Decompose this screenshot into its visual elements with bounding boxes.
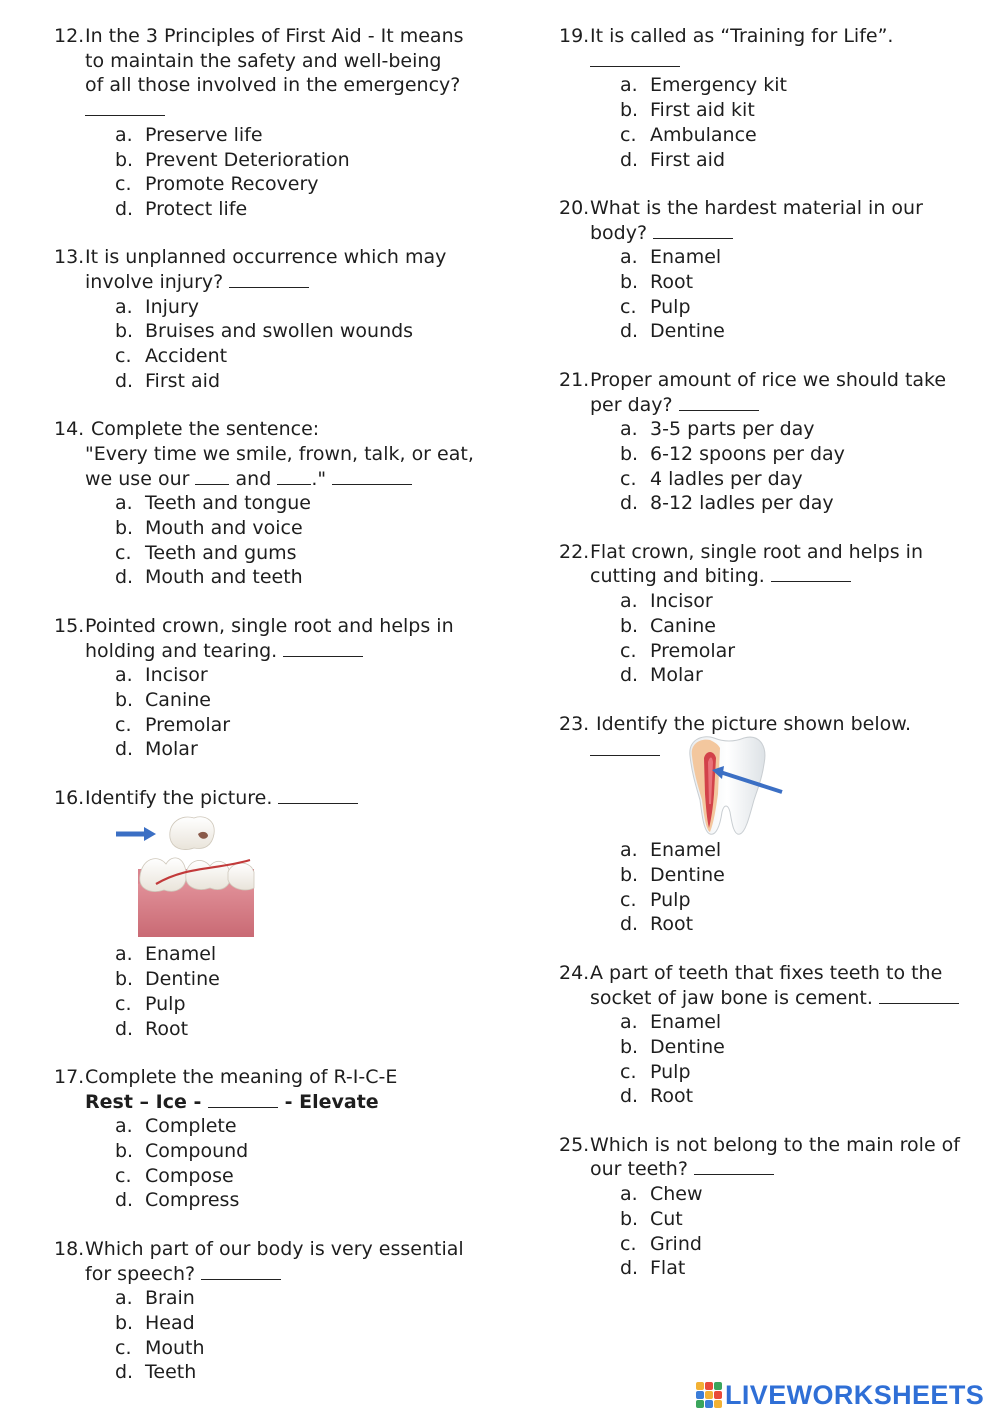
options-list (559, 838, 984, 937)
option-letter: b. (620, 99, 639, 122)
option-text: First aid (650, 148, 726, 171)
option-b[interactable] (620, 442, 984, 467)
option-letter: b. (620, 1207, 639, 1230)
option-text: Enamel (650, 246, 722, 269)
option-text: Enamel (145, 943, 217, 966)
option-text: Emergency kit (650, 74, 787, 97)
answer-blank[interactable] (332, 467, 412, 485)
question-17 (54, 1065, 494, 1213)
option-text: 3-5 parts per day (650, 418, 815, 441)
option-letter: a. (115, 1287, 133, 1310)
option-letter: c. (115, 541, 132, 564)
option-d[interactable] (115, 737, 494, 762)
option-d[interactable] (115, 1188, 494, 1213)
option-b[interactable] (620, 863, 984, 888)
option-text: Canine (650, 614, 716, 637)
option-text: Canine (145, 688, 211, 711)
question-number: 12. (54, 25, 85, 47)
option-letter: a. (620, 1011, 638, 1034)
option-letter: a. (115, 1115, 133, 1138)
option-text: Pulp (650, 888, 691, 911)
options-list (559, 73, 984, 172)
option-text: Premolar (145, 713, 231, 736)
question-text: "Every time we smile, frown, talk, or eat, (85, 442, 474, 465)
answer-blank[interactable] (879, 986, 959, 1004)
question-15 (54, 614, 494, 762)
option-c[interactable] (620, 123, 984, 148)
question-number: 13. (54, 246, 85, 269)
question-number: 24. (559, 961, 590, 984)
question-text: involve injury? (85, 271, 224, 294)
options-list (54, 123, 494, 222)
option-a[interactable] (620, 1182, 984, 1207)
option-letter: b. (620, 442, 639, 465)
option-letter: d. (620, 1257, 639, 1280)
option-letter: c. (115, 345, 132, 368)
option-text: Root (650, 913, 694, 936)
option-letter: a. (620, 418, 638, 441)
option-letter: a. (620, 246, 638, 269)
option-text: Root (145, 1017, 189, 1040)
option-b[interactable] (620, 1035, 984, 1060)
option-text: 4 ladles per day (650, 467, 803, 490)
question-number: 14. (54, 418, 85, 441)
option-a[interactable] (115, 491, 494, 516)
question-number: 18. (54, 1237, 85, 1260)
option-d[interactable] (620, 912, 984, 937)
option-c[interactable] (115, 344, 494, 369)
question-13 (54, 245, 494, 393)
question-text: A part of teeth that fixes teeth to the (590, 961, 943, 984)
option-text: Premolar (650, 639, 736, 662)
options-list (54, 1114, 494, 1213)
option-a[interactable] (115, 663, 494, 688)
question-text: and (235, 467, 272, 490)
option-text: Root (650, 271, 694, 294)
options-list (559, 1010, 984, 1109)
options-list (559, 417, 984, 516)
option-letter: d. (115, 566, 134, 589)
answer-blank[interactable] (229, 270, 309, 288)
options-list (54, 295, 494, 394)
option-text: Mouth and voice (145, 517, 303, 540)
options-list (559, 1182, 984, 1281)
question-text: Identify the picture shown below. (596, 712, 912, 735)
option-d[interactable] (620, 1256, 984, 1281)
option-text: Root (650, 1085, 694, 1108)
answer-blank[interactable] (771, 564, 851, 582)
option-a[interactable] (115, 942, 494, 967)
question-text: ." (311, 467, 327, 490)
question-text: Which is not belong to the main role of (590, 1133, 960, 1156)
question-number: 21. (559, 368, 590, 391)
option-b[interactable] (115, 967, 494, 992)
option-text: Dentine (650, 1035, 725, 1058)
option-letter: c. (620, 1060, 637, 1083)
option-letter: d. (620, 664, 639, 687)
option-letter: a. (115, 123, 133, 146)
option-a[interactable] (115, 1286, 494, 1311)
option-c[interactable] (620, 295, 984, 320)
option-letter: b. (620, 1035, 639, 1058)
option-text: Brain (145, 1287, 195, 1310)
option-text: Compress (145, 1189, 240, 1212)
option-b[interactable] (620, 98, 984, 123)
option-a[interactable] (620, 838, 984, 863)
question-19 (559, 24, 984, 172)
option-a[interactable] (115, 123, 494, 148)
option-d[interactable] (620, 1084, 984, 1109)
options-list (54, 1286, 494, 1385)
option-b[interactable] (115, 319, 494, 344)
option-text: Promote Recovery (145, 173, 319, 196)
option-text: Pulp (650, 1060, 691, 1083)
option-text: Enamel (650, 1011, 722, 1034)
option-letter: d. (115, 1017, 134, 1040)
question-18 (54, 1237, 494, 1385)
option-letter: a. (115, 295, 133, 318)
liveworksheets-logo[interactable] (696, 1380, 984, 1410)
option-b[interactable] (620, 1207, 984, 1232)
answer-blank[interactable] (195, 467, 229, 485)
option-text: Bruises and swollen wounds (145, 320, 414, 343)
option-text: Mouth (145, 1336, 205, 1359)
option-letter: b. (620, 271, 639, 294)
option-text: First aid (145, 369, 221, 392)
question-text: Complete the meaning of R-I-C-E (85, 1065, 398, 1088)
question-21 (559, 368, 984, 516)
question-number: 15. (54, 614, 85, 637)
option-text: Protect life (145, 197, 248, 220)
question-20 (559, 196, 984, 344)
option-c[interactable] (620, 467, 984, 492)
option-text: Complete (145, 1115, 237, 1138)
question-text: It is called as “Training for Life”. (590, 25, 894, 47)
question-text: cutting and biting. (590, 565, 765, 588)
question-text: It is unplanned occurrence which may (85, 246, 447, 269)
option-letter: c. (620, 888, 637, 911)
question-text: body? (590, 221, 648, 244)
option-text: Compose (145, 1164, 234, 1187)
question-text: Flat crown, single root and helps in (590, 540, 924, 563)
question-24 (559, 961, 984, 1109)
question-12 (54, 24, 494, 222)
option-text: Incisor (650, 590, 713, 613)
option-text: Teeth and gums (145, 541, 297, 564)
option-letter: b. (115, 517, 134, 540)
option-b[interactable] (620, 614, 984, 639)
options-list (54, 663, 494, 762)
option-letter: b. (115, 320, 134, 343)
option-text: Pulp (145, 992, 186, 1015)
option-text: 8-12 ladles per day (650, 492, 834, 515)
option-c[interactable] (115, 1336, 494, 1361)
option-a[interactable] (620, 73, 984, 98)
option-letter: a. (620, 1183, 638, 1206)
question-16 (54, 786, 494, 1042)
question-14 (54, 417, 494, 590)
option-text: Incisor (145, 664, 208, 687)
option-letter: d. (620, 148, 639, 171)
question-text: to maintain the safety and well-being (85, 49, 442, 72)
question-23 (559, 712, 984, 938)
option-text: Accident (145, 345, 228, 368)
question-number: 23. (559, 712, 590, 735)
question-text: socket of jaw bone is cement. (590, 986, 873, 1009)
option-letter: a. (620, 74, 638, 97)
option-d[interactable] (620, 491, 984, 516)
option-text: Grind (650, 1232, 702, 1255)
option-text: Mouth and teeth (145, 566, 303, 589)
option-d[interactable] (115, 369, 494, 394)
option-text: Head (145, 1311, 195, 1334)
option-text: Molar (145, 738, 198, 761)
question-number: 19. (559, 25, 590, 47)
option-c[interactable] (620, 639, 984, 664)
option-text: Pulp (650, 295, 691, 318)
options-list (54, 942, 494, 1041)
answer-blank[interactable] (208, 1090, 278, 1108)
question-text: holding and tearing. (85, 639, 278, 662)
option-letter: b. (620, 864, 639, 887)
option-letter: c. (620, 467, 637, 490)
option-letter: a. (115, 943, 133, 966)
option-letter: b. (115, 148, 134, 171)
option-letter: a. (620, 839, 638, 862)
option-letter: b. (115, 1311, 134, 1334)
option-letter: d. (115, 1189, 134, 1212)
option-text: Ambulance (650, 123, 757, 146)
option-letter: d. (115, 369, 134, 392)
tooth-cross-section-figure (684, 734, 794, 838)
option-text: Molar (650, 664, 703, 687)
option-b[interactable] (115, 1139, 494, 1164)
question-25 (559, 1133, 984, 1281)
option-letter: c. (620, 123, 637, 146)
option-b[interactable] (115, 1311, 494, 1336)
answer-blank[interactable] (590, 49, 680, 67)
teeth-illustration (116, 814, 256, 940)
question-text: our teeth? (590, 1158, 688, 1181)
option-text: Chew (650, 1183, 703, 1206)
question-text: we use our (85, 467, 190, 490)
option-a[interactable] (115, 295, 494, 320)
option-letter: c. (115, 1336, 132, 1359)
options-list (559, 245, 984, 344)
option-letter: b. (620, 614, 639, 637)
option-letter: c. (115, 713, 132, 736)
answer-blank[interactable] (277, 467, 311, 485)
question-text: Proper amount of rice we should take (590, 368, 947, 391)
question-text: per day? (590, 393, 673, 416)
option-letter: a. (115, 664, 133, 687)
option-a[interactable] (620, 245, 984, 270)
option-text: Cut (650, 1207, 683, 1230)
option-a[interactable] (115, 1114, 494, 1139)
option-c[interactable] (620, 1232, 984, 1257)
left-column (54, 24, 494, 1409)
option-letter: c. (115, 1164, 132, 1187)
answer-blank[interactable] (283, 639, 363, 657)
option-c[interactable] (115, 1164, 494, 1189)
option-b[interactable] (115, 516, 494, 541)
rice-prompt: Rest – Ice - (85, 1090, 202, 1113)
option-d[interactable] (115, 565, 494, 590)
option-letter: c. (115, 992, 132, 1015)
option-letter: c. (620, 295, 637, 318)
option-letter: d. (620, 492, 639, 515)
option-a[interactable] (620, 589, 984, 614)
option-letter: b. (115, 1140, 134, 1163)
option-text: Dentine (650, 320, 725, 343)
question-text: Which part of our body is very essential (85, 1237, 464, 1260)
option-text: 6-12 spoons per day (650, 442, 845, 465)
options-list (559, 589, 984, 688)
option-c[interactable] (620, 888, 984, 913)
option-b[interactable] (620, 270, 984, 295)
question-text: Identify the picture. (85, 786, 273, 809)
logo-text: LIVEWORKSHEETS (725, 1379, 985, 1410)
option-letter: b. (115, 968, 134, 991)
option-text: First aid kit (650, 99, 755, 122)
answer-blank[interactable] (694, 1157, 774, 1175)
logo-grid-icon (696, 1382, 722, 1408)
option-c[interactable] (620, 1060, 984, 1085)
option-c[interactable] (115, 541, 494, 566)
option-text: Enamel (650, 839, 722, 862)
option-a[interactable] (620, 417, 984, 442)
option-letter: c. (620, 1232, 637, 1255)
answer-blank[interactable] (201, 1262, 281, 1280)
question-22 (559, 540, 984, 688)
question-text: What is the hardest material in our (590, 196, 923, 219)
option-letter: d. (115, 1361, 134, 1384)
option-d[interactable] (620, 148, 984, 173)
option-b[interactable] (115, 688, 494, 713)
option-d[interactable] (115, 1017, 494, 1042)
question-number: 16. (54, 786, 85, 809)
option-text: Prevent Deterioration (145, 148, 350, 171)
option-a[interactable] (620, 1010, 984, 1035)
option-letter: c. (115, 173, 132, 196)
option-d[interactable] (620, 663, 984, 688)
answer-blank[interactable] (679, 393, 759, 411)
option-letter: b. (115, 688, 134, 711)
question-text: Pointed crown, single root and helps in (85, 614, 454, 637)
option-d[interactable] (115, 197, 494, 222)
answer-blank[interactable] (278, 786, 358, 804)
answer-blank[interactable] (653, 221, 733, 239)
option-text: Preserve life (145, 123, 263, 146)
options-list (54, 491, 494, 590)
option-text: Dentine (145, 968, 220, 991)
question-text: Complete the sentence: (91, 418, 320, 441)
option-text: Injury (145, 295, 200, 318)
option-d[interactable] (115, 1360, 494, 1385)
option-text: Teeth and tongue (145, 492, 311, 515)
question-number: 25. (559, 1133, 590, 1156)
option-letter: a. (620, 590, 638, 613)
option-text: Compound (145, 1140, 249, 1163)
option-d[interactable] (620, 319, 984, 344)
option-letter: c. (620, 639, 637, 662)
question-number: 17. (54, 1065, 85, 1088)
question-text: of all those involved in the emergency? (85, 74, 461, 97)
option-letter: d. (620, 320, 639, 343)
option-c[interactable] (115, 172, 494, 197)
option-c[interactable] (115, 992, 494, 1017)
question-text: In the 3 Principles of First Aid - It means (85, 25, 464, 47)
question-text: for speech? (85, 1262, 196, 1285)
option-text: Flat (650, 1257, 686, 1280)
question-number: 22. (559, 540, 590, 563)
option-c[interactable] (115, 713, 494, 738)
option-letter: d. (115, 738, 134, 761)
option-letter: a. (115, 492, 133, 515)
option-letter: d. (115, 197, 134, 220)
right-column (559, 24, 984, 1305)
rice-prompt: - Elevate (284, 1090, 379, 1113)
answer-blank[interactable] (85, 98, 165, 116)
teeth-gum-figure (116, 814, 494, 942)
option-letter: d. (620, 1085, 639, 1108)
option-b[interactable] (115, 148, 494, 173)
option-text: Teeth (145, 1361, 197, 1384)
question-number: 20. (559, 196, 590, 219)
answer-blank[interactable] (590, 738, 660, 756)
option-text: Dentine (650, 864, 725, 887)
option-letter: d. (620, 913, 639, 936)
